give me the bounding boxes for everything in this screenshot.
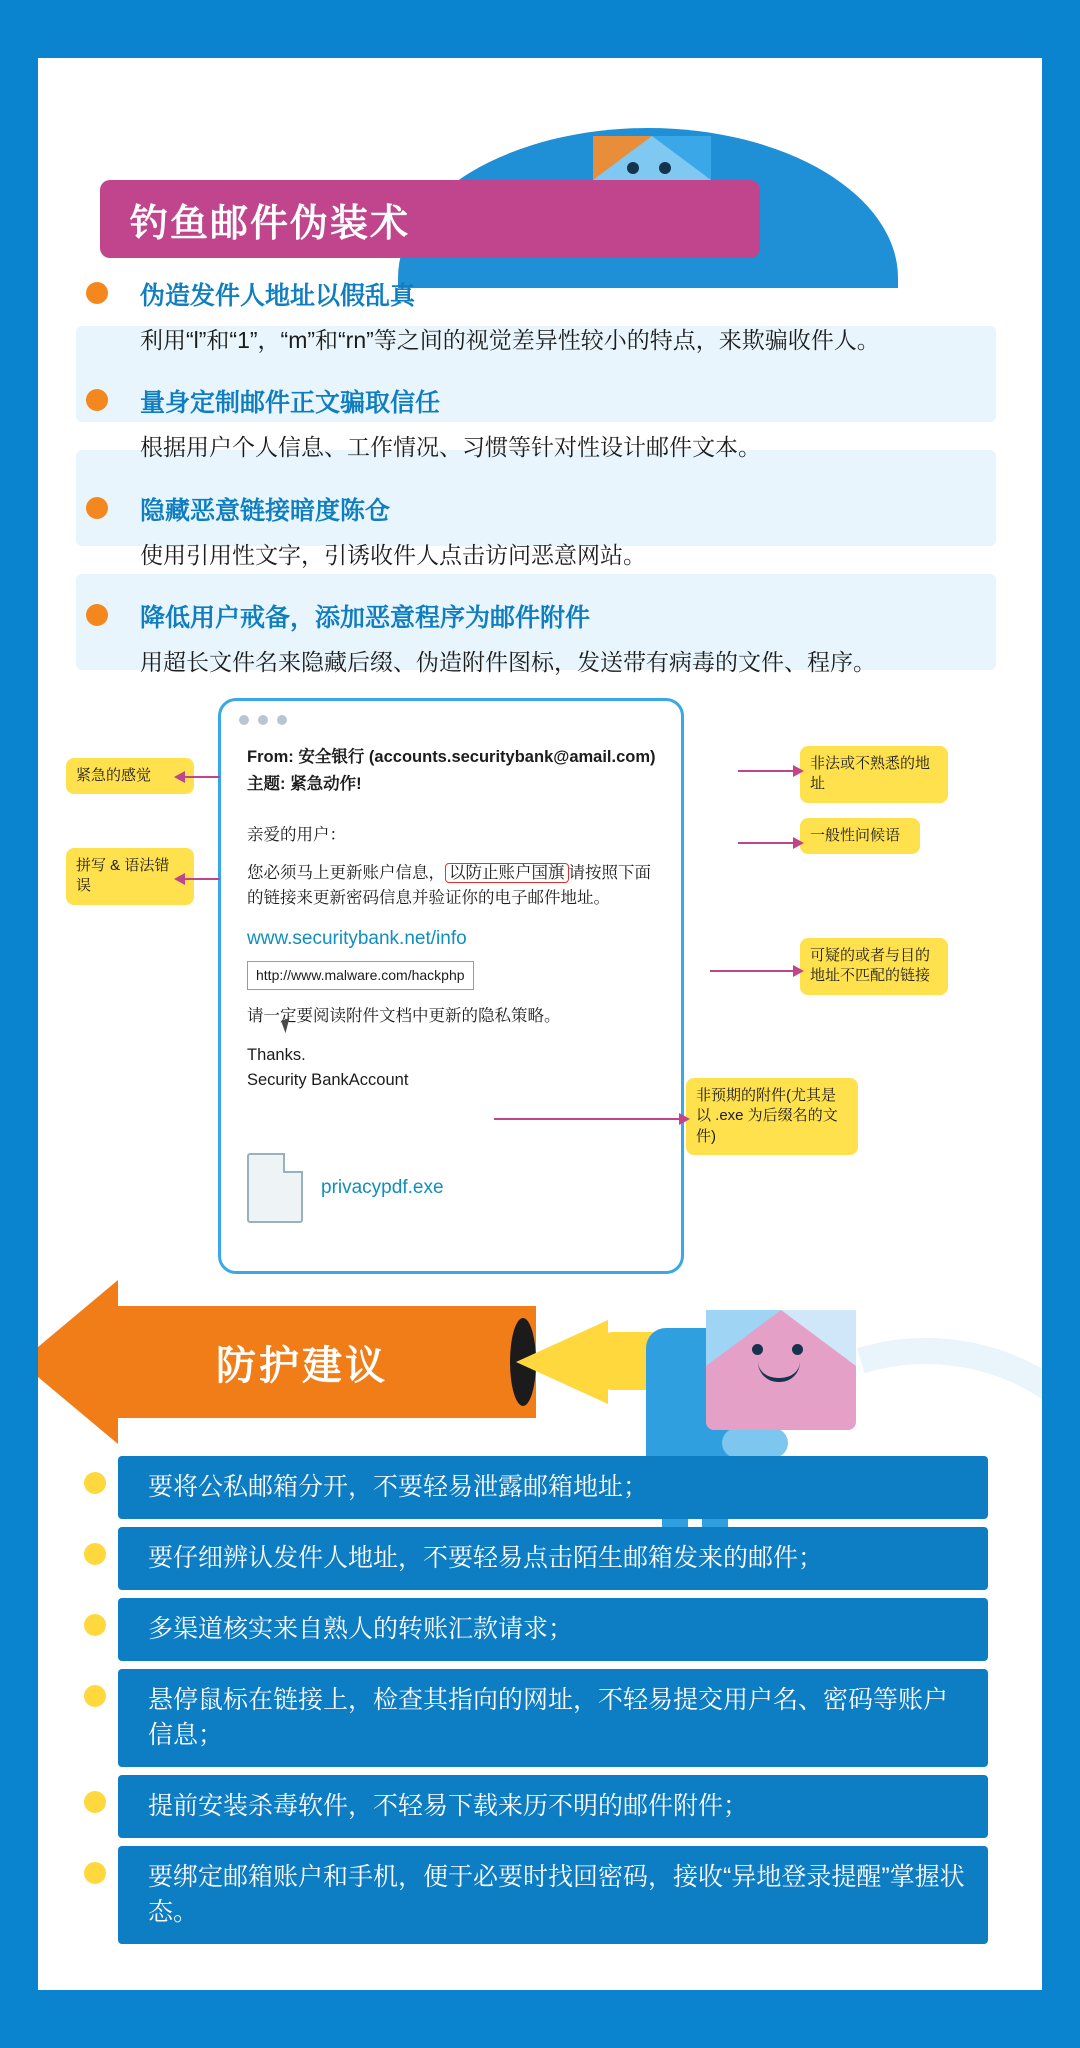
tips-list <box>86 276 986 705</box>
tip-desc: 根据用户个人信息、工作情况、习惯等针对性设计邮件文本。 <box>140 434 761 461</box>
bullet-dot-icon <box>84 1614 106 1636</box>
advice-text: 提前安装杀毒软件，不轻易下载来历不明的邮件附件； <box>148 1792 749 1820</box>
advice-text: 多渠道核实来自熟人的转账汇款请求； <box>148 1615 574 1643</box>
envelope-flap-left-icon <box>706 1310 781 1366</box>
envelope-flap-right-icon <box>781 1310 856 1366</box>
callout-suspicious-link-text: 可疑的或者与目的地址不匹配的链接 <box>810 947 931 985</box>
advice-text: 要将公私邮箱分开，不要轻易泄露邮箱地址； <box>148 1473 649 1501</box>
email-body-part-2: 请按照下面的链接来更新密码信息并验证你的电子邮件地址。 <box>247 864 651 907</box>
tip-desc: 使用引用性文字，引诱收件人点击访问恶意网站。 <box>140 541 646 568</box>
email-signature-2: Security BankAccount <box>247 1070 409 1089</box>
link-tooltip-url: http://www.malware.com/hackphp <box>247 961 474 990</box>
tip-title: 降低用户戒备，添加恶意程序为邮件附件 <box>140 604 591 633</box>
tip-title: 量身定制邮件正文骗取信任 <box>140 389 441 418</box>
email-subject: 主题: 紧急动作! <box>247 774 362 793</box>
eye-right-icon <box>792 1344 803 1355</box>
advice-text: 要仔细辨认发件人地址，不要轻易点击陌生邮箱发来的邮件； <box>148 1544 824 1572</box>
envelope-flap-right-icon <box>652 136 711 180</box>
bullet-dot-icon <box>86 604 108 626</box>
callout-unexpected-attachment <box>686 1078 858 1155</box>
list-item <box>118 1598 988 1661</box>
bullet-dot-icon <box>84 1543 106 1565</box>
bullet-dot-icon <box>86 497 108 519</box>
email-attachment[interactable] <box>247 1153 444 1223</box>
email-paragraph-1 <box>247 861 663 911</box>
list-item <box>118 1775 988 1838</box>
list-item <box>118 1527 988 1590</box>
callout-unknown-address <box>800 746 948 803</box>
email-link-block <box>247 925 663 991</box>
callout-unknown-address-text: 非法或不熟悉的地址 <box>810 755 931 793</box>
from-value: 安全银行 (accounts.securitybank@amail.com) <box>298 748 656 766</box>
bullet-dot-icon <box>84 1862 106 1884</box>
list-item <box>118 1669 988 1767</box>
from-label: From: <box>247 748 294 766</box>
callout-generic-greeting-text: 一般性问候语 <box>810 827 901 844</box>
tip-item <box>86 276 986 357</box>
window-dots <box>239 715 287 725</box>
document-icon <box>247 1153 303 1223</box>
email-signature-1: Thanks. <box>247 1046 306 1064</box>
email-from-line <box>247 745 663 770</box>
smile-icon <box>758 1362 800 1382</box>
callout-generic-greeting <box>800 818 920 854</box>
page-title: 钓鱼邮件伪装术 <box>130 202 411 245</box>
advice-text: 悬停鼠标在链接上，检查其指向的网址，不轻易提交用户名、密码等账户信息； <box>148 1686 949 1749</box>
poster-page <box>38 58 1042 1990</box>
advice-banner <box>86 1268 1006 1458</box>
attachment-filename: privacypdf.exe <box>321 1177 444 1198</box>
phishing-link[interactable]: www.securitybank.net/info <box>247 927 467 949</box>
eye-right-icon <box>659 162 671 174</box>
callout-suspicious-link <box>800 938 948 995</box>
advice-title: 防护建议 <box>216 1344 388 1388</box>
callout-arrow-urgency <box>184 776 220 778</box>
arrow-head-icon <box>38 1280 118 1444</box>
tip-title: 伪造发件人地址以假乱真 <box>140 282 416 310</box>
email-greeting: 亲爱的用户： <box>247 825 346 844</box>
orange-arrow-shape <box>116 1306 536 1418</box>
list-item <box>118 1846 988 1944</box>
bullet-dot-icon <box>84 1685 106 1707</box>
bullet-dot-icon <box>84 1791 106 1813</box>
megaphone-cone-icon <box>516 1320 608 1404</box>
tip-item <box>86 383 986 464</box>
character-arm <box>722 1428 788 1458</box>
callout-arrow-suspicious-link <box>710 970 794 972</box>
tip-desc: 利用“l”和“1”，“m”和“rn”等之间的视觉差异性较小的特点，来欺骗收件人。 <box>140 327 880 353</box>
callout-arrow-generic-greeting <box>738 842 794 844</box>
callout-unexpected-attachment-text: 非预期的附件(尤其是以 .exe 为后缀名的文件) <box>696 1087 838 1145</box>
bullet-dot-icon <box>84 1472 106 1494</box>
email-body-part-1: 您必须马上更新账户信息， <box>247 864 445 883</box>
bullet-dot-icon <box>86 389 108 411</box>
tip-title: 隐藏恶意链接暗度陈仓 <box>140 496 391 525</box>
advice-list <box>118 1456 988 1952</box>
callout-urgency-text: 紧急的感觉 <box>76 767 152 784</box>
callout-arrow-unexpected-attachment <box>494 1118 680 1120</box>
tip-item <box>86 598 986 679</box>
email-paragraph-2: 请一定要阅读附件文档中更新的隐私策略。 <box>247 1007 561 1026</box>
bullet-dot-icon <box>86 282 108 304</box>
callout-spelling-text: 拼写 & 语法错误 <box>76 857 170 895</box>
list-item <box>118 1456 988 1519</box>
callout-arrow-unknown-address <box>738 770 794 772</box>
tip-desc: 用超长文件名来隐藏后缀、伪造附件图标，发送带有病毒的文件、程序。 <box>140 649 876 676</box>
email-body <box>247 745 663 1107</box>
tip-item <box>86 491 986 572</box>
callout-arrow-spelling <box>184 878 220 880</box>
phishing-email-mock <box>218 698 684 1274</box>
eye-left-icon <box>752 1344 763 1355</box>
grammar-error-highlight: 以防止账户国旗 <box>445 863 569 883</box>
header-banner <box>100 180 760 258</box>
eye-left-icon <box>627 162 639 174</box>
advice-text: 要绑定邮箱账户和手机，便于必要时找回密码，接收“异地登录提醒”掌握状态。 <box>148 1863 965 1926</box>
envelope-character-bottom <box>706 1310 856 1430</box>
envelope-flap-left-icon <box>593 136 652 180</box>
